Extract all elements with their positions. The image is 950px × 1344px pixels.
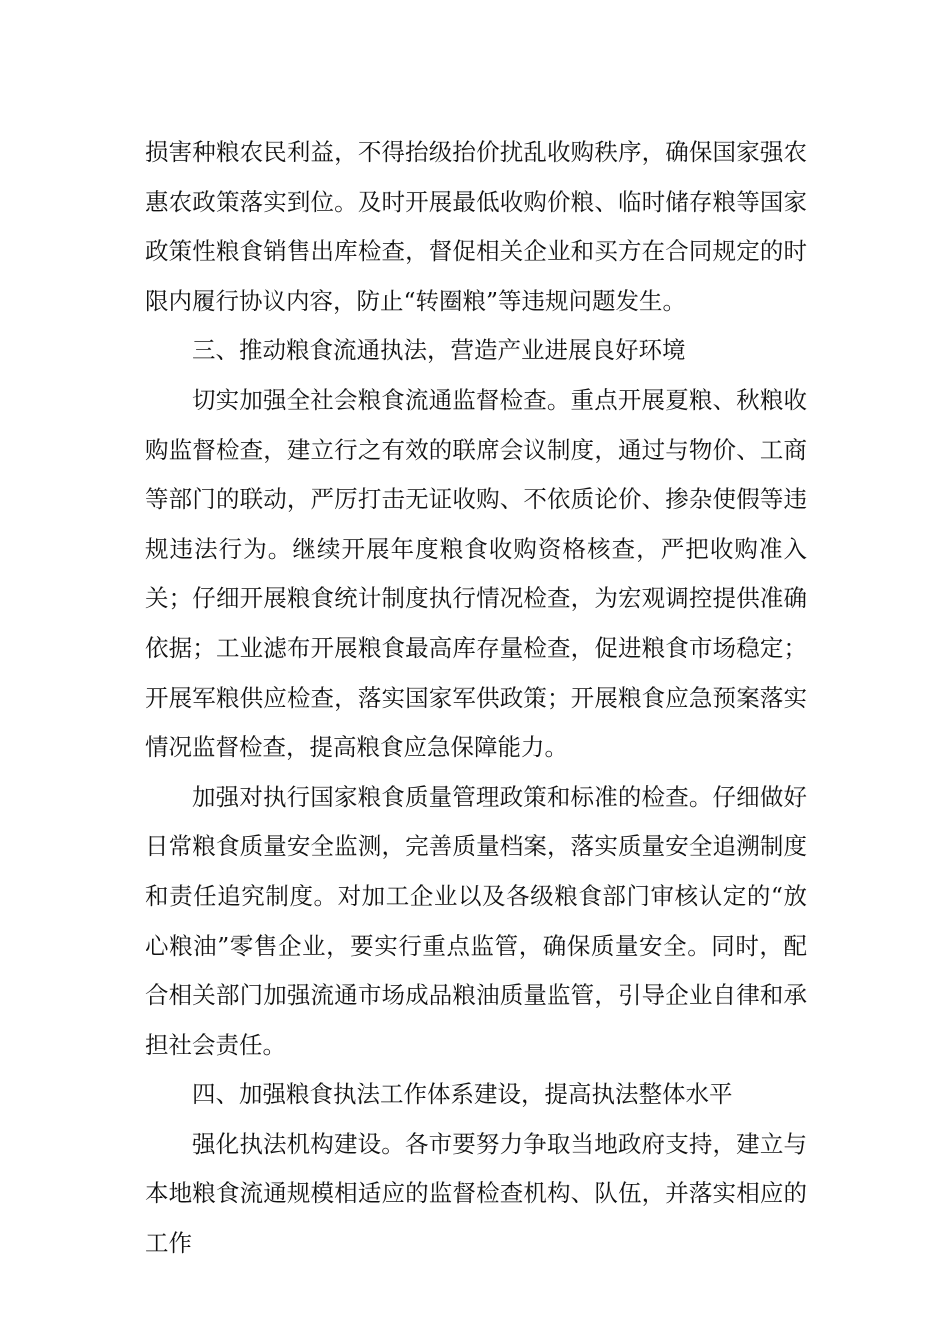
document-body xyxy=(145,128,807,1269)
paragraph-agency-building: 强化执法机构建设。各市要努力争取当地政府支持，建立与本地粮食流通规模相适应的监督检查机构、队伍，并落实相应的工作 xyxy=(145,1129,807,1258)
section-heading-4: 四、加强粮食执法工作体系建设，提高执法整体水平 xyxy=(192,1080,733,1109)
paragraph-circulation-inspection: 切实加强全社会粮食流通监督检查。重点开展夏粮、秋粮收购监督检查，建立行之有效的联席会议制度，通过与物价、工商等部门的联动，严厉打击无证收购、不依质论价、掺杂使假等违规违法行为。继续开展年度粮食收购资格核查，严把收购准入关；仔细开展粮食统计制度执行情况检查，为宏观调控提供准确依据；工业滤布开展粮食最高库存量检查，促进粮食市场稳定；开展军粮供应检查，落实国家军供政策；开展粮食应急预案落实情况监督检查，提高粮食应急保障能力。 xyxy=(145,385,807,762)
paragraph-continuation: 损害种粮农民利益，不得抬级抬价扰乱收购秩序，确保国家强农惠农政策落实到位。及时开展最低收购价粮、临时储存粮等国家政策性粮食销售出库检查，督促相关企业和买方在合同规定的时限内履行协议内容，防止“转圈粮”等违规问题发生。 xyxy=(145,138,807,315)
paragraph-quality-inspection: 加强对执行国家粮食质量管理政策和标准的检查。仔细做好日常粮食质量安全监测，完善质量档案，落实质量安全追溯制度和责任追究制度。对加工企业以及各级粮食部门审核认定的“放心粮油”零售企业，要实行重点监管，确保质量安全。同时，配合相关部门加强流通市场成品粮油质量监管，引导企业自律和承担社会责任。 xyxy=(145,782,807,1059)
section-heading-3: 三、推动粮食流通执法，营造产业进展良好环境 xyxy=(192,336,686,365)
